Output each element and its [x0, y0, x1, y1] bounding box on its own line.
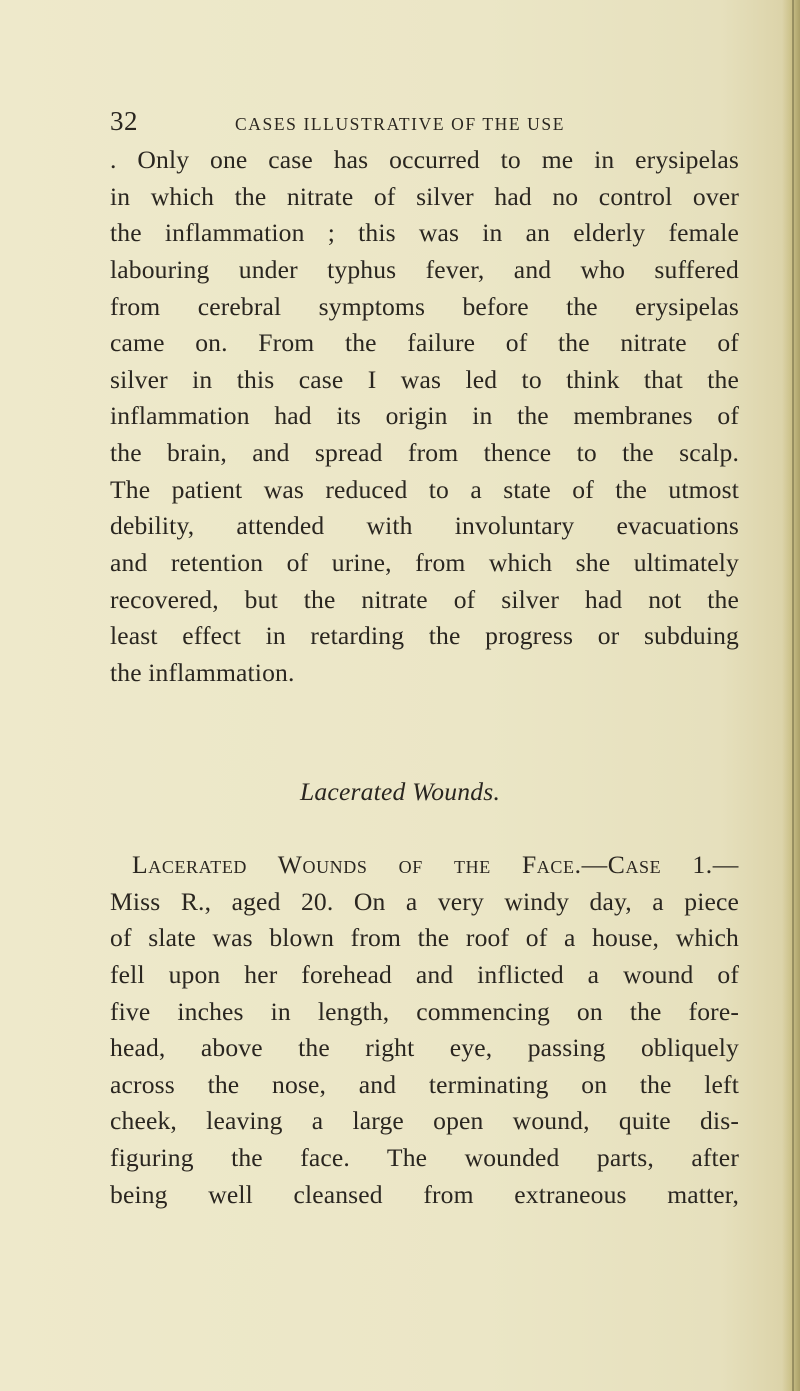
paragraph1-line: silver in this case I was led to think that the [110, 365, 739, 394]
paragraph1-line: least effect in retarding the progress or subduing [110, 621, 739, 650]
paragraph1-line: labouring under typhus fever, and who suffered [110, 255, 739, 284]
paragraph1-line: came on. From the failure of the nitrate of [110, 328, 739, 357]
paragraph2-line: head, above the right eye, passing obliquely [110, 1033, 739, 1062]
page-header [110, 106, 730, 146]
paragraph1-line: debility, attended with involuntary evacuations [110, 511, 739, 540]
paragraph2-line: across the nose, and terminating on the left [110, 1070, 739, 1099]
page-number: 32 [110, 106, 138, 136]
paragraph1-line: and retention of urine, from which she ultimately [110, 548, 739, 577]
paragraph1-line: in which the nitrate of silver had no control over [110, 182, 739, 211]
paragraph2-line: being well cleansed from extraneous matter, [110, 1180, 739, 1209]
paragraph1-line: from cerebral symptoms before the erysipelas [110, 292, 739, 321]
section-title: Lacerated Wounds. [299, 777, 501, 806]
paragraph1-line: the brain, and spread from thence to the scalp. [110, 438, 739, 467]
paragraph1-line: inflammation had its origin in the membranes of [110, 401, 739, 430]
paragraph1-line: The patient was reduced to a state of the utmost [110, 475, 739, 504]
paragraph2-line: fell upon her forehead and inflicted a wound of [110, 960, 739, 989]
paragraph2-line: figuring the face. The wounded parts, after [110, 1143, 739, 1172]
paragraph2-line: of slate was blown from the roof of a house, which [110, 923, 739, 952]
case-heading: Lacerated Wounds of the Face.—Case 1.— [132, 850, 739, 879]
page-edge-shadow [782, 0, 800, 1391]
page-edge-line [792, 0, 794, 1391]
paragraph2-line: five inches in length, commencing on the fore- [110, 997, 739, 1026]
running-head: CASES ILLUSTRATIVE OF THE USE [235, 114, 565, 134]
paragraph1-line: . Only one case has occurred to me in erysipelas [110, 145, 739, 174]
paragraph1-line: the inflammation ; this was in an elderly female [110, 218, 739, 247]
paragraph1-line: the inflammation. [110, 658, 295, 687]
paragraph2-line: cheek, leaving a large open wound, quite dis- [110, 1106, 739, 1135]
paragraph2-line: Miss R., aged 20. On a very windy day, a piece [110, 887, 739, 916]
paragraph1-line: recovered, but the nitrate of silver had not the [110, 585, 739, 614]
